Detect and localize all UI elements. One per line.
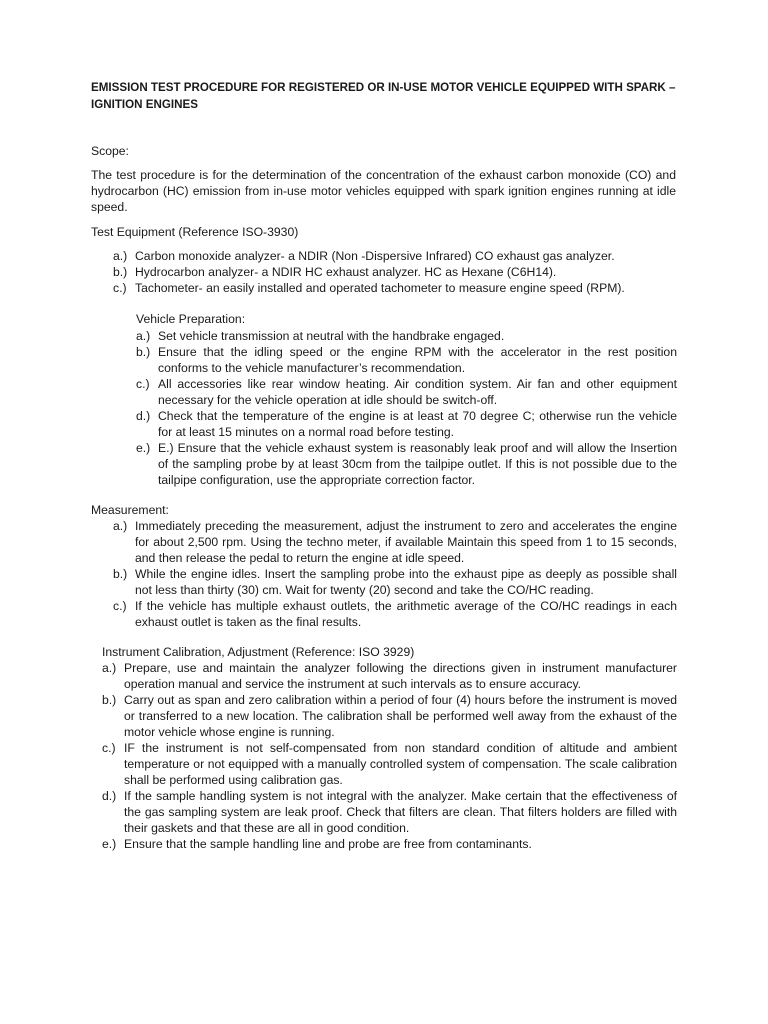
list-item-text: Check that the temperature of the engine is at least at 70 degree C; otherwise run the vehicle for at least 15 minutes on a normal road before testing. — [158, 409, 677, 439]
list-marker: c.) — [102, 741, 116, 755]
list-item — [136, 376, 677, 408]
scope-text: The test procedure is for the determination of the concentration of the exhaust carbon monoxide (CO) and hydrocarbon (HC) emission from in-use motor vehicles equipped with spark ignition engines running at idle speed. — [91, 168, 676, 214]
list-item-text: IF the instrument is not self-compensated from non standard condition of altitude and ambient temperature or not equipped with a manually controlled system of compensation. The scale calibration shall be performed using calibration gas. — [124, 741, 677, 787]
list-item-text: Immediately preceding the measurement, adjust the instrument to zero and accelerates the engine for about 2,500 rpm. Using the techno meter, if available Maintain this speed from 1 to 15 seconds, and then release the pedal to return the engine at idle speed. — [135, 519, 677, 565]
list-item — [136, 344, 677, 376]
list-item — [113, 264, 683, 280]
list-marker: c.) — [113, 281, 127, 295]
list-item-text: Ensure that the idling speed or the engine RPM with the accelerator in the rest position conforms to the vehicle manufacturer’s recommendation. — [158, 345, 677, 375]
list-marker: d.) — [136, 409, 151, 423]
list-item — [136, 328, 677, 344]
vehicle-preparation-heading: Vehicle Preparation: — [136, 312, 246, 326]
list-marker: c.) — [113, 599, 127, 613]
list-item-text: Ensure that the sample handling line and probe are free from contaminants. — [124, 837, 532, 851]
list-marker: d.) — [102, 789, 117, 803]
list-marker: a.) — [102, 661, 117, 675]
list-marker: b.) — [102, 693, 117, 707]
measurement-heading: Measurement: — [91, 503, 169, 517]
document-title: EMISSION TEST PROCEDURE FOR REGISTERED OR IN-USE MOTOR VEHICLE EQUIPPED WITH SPARK – IGNITION ENGINES — [91, 81, 676, 111]
list-item — [113, 518, 677, 566]
list-item — [113, 598, 677, 630]
list-item — [102, 740, 677, 788]
list-item — [102, 660, 677, 692]
list-item-text: Carry out as span and zero calibration within a period of four (4) hours before the instrument is moved or transferred to a new location. The calibration shall be performed well away from the exhaust of the motor vehicle whose engine is running. — [124, 693, 677, 739]
measurement-list — [113, 518, 677, 630]
list-marker: a.) — [136, 329, 151, 343]
list-item-text: Carbon monoxide analyzer- a NDIR (Non -Dispersive Infrared) CO exhaust gas analyzer. — [135, 249, 615, 263]
list-marker: a.) — [113, 249, 128, 263]
list-marker: a.) — [113, 519, 128, 533]
list-marker: e.) — [102, 837, 117, 851]
calibration-list — [102, 660, 677, 852]
list-item-text: Hydrocarbon analyzer- a NDIR HC exhaust analyzer. HC as Hexane (C6H14). — [135, 265, 557, 279]
list-marker: e.) — [136, 441, 151, 455]
list-item — [113, 280, 683, 296]
list-item — [102, 692, 677, 740]
list-item-text: Tachometer- an easily installed and operated tachometer to measure engine speed (RPM). — [135, 281, 625, 295]
list-item-text: E.) Ensure that the vehicle exhaust system is reasonably leak proof and will allow the Insertion of the sampling probe by at least 30cm from the tailpipe outlet. If this is not possible due to the tailpipe configuration, use the appropriate correction factor. — [158, 441, 677, 487]
list-marker: b.) — [113, 567, 128, 581]
test-equipment-heading: Test Equipment (Reference ISO-3930) — [91, 225, 299, 239]
list-marker: b.) — [136, 345, 151, 359]
test-equipment-list — [113, 248, 683, 296]
scope-heading: Scope: — [91, 144, 129, 158]
list-marker: c.) — [136, 377, 150, 391]
list-item — [102, 788, 677, 836]
list-item — [113, 248, 683, 264]
list-item — [113, 566, 677, 598]
vehicle-preparation-list — [136, 328, 677, 488]
list-item-text: If the vehicle has multiple exhaust outlets, the arithmetic average of the CO/HC readings in each exhaust outlet is taken as the final results. — [135, 599, 677, 629]
calibration-heading: Instrument Calibration, Adjustment (Reference: ISO 3929) — [102, 645, 415, 659]
list-item-text: While the engine idles. Insert the sampling probe into the exhaust pipe as deeply as possible shall not less than thirty (30) cm. Wait for twenty (20) second and take the CO/HC reading. — [135, 567, 677, 597]
list-item-text: Prepare, use and maintain the analyzer following the directions given in instrument manufacturer operation manual and service the instrument at such intervals as to ensure accuracy. — [124, 661, 677, 691]
list-item — [136, 408, 677, 440]
list-item — [102, 836, 677, 852]
list-item-text: If the sample handling system is not integral with the analyzer. Make certain that the effectiveness of the gas sampling system are leak proof. Check that filters are clean. That filters holders are filled with their gaskets and that these are all in good condition. — [124, 789, 677, 835]
list-marker: b.) — [113, 265, 128, 279]
list-item — [136, 440, 677, 488]
list-item-text: All accessories like rear window heating. Air condition system. Air fan and other equipment necessary for the vehicle operation at idle should be switch-off. — [158, 377, 677, 407]
list-item-text: Set vehicle transmission at neutral with the handbrake engaged. — [158, 329, 505, 343]
